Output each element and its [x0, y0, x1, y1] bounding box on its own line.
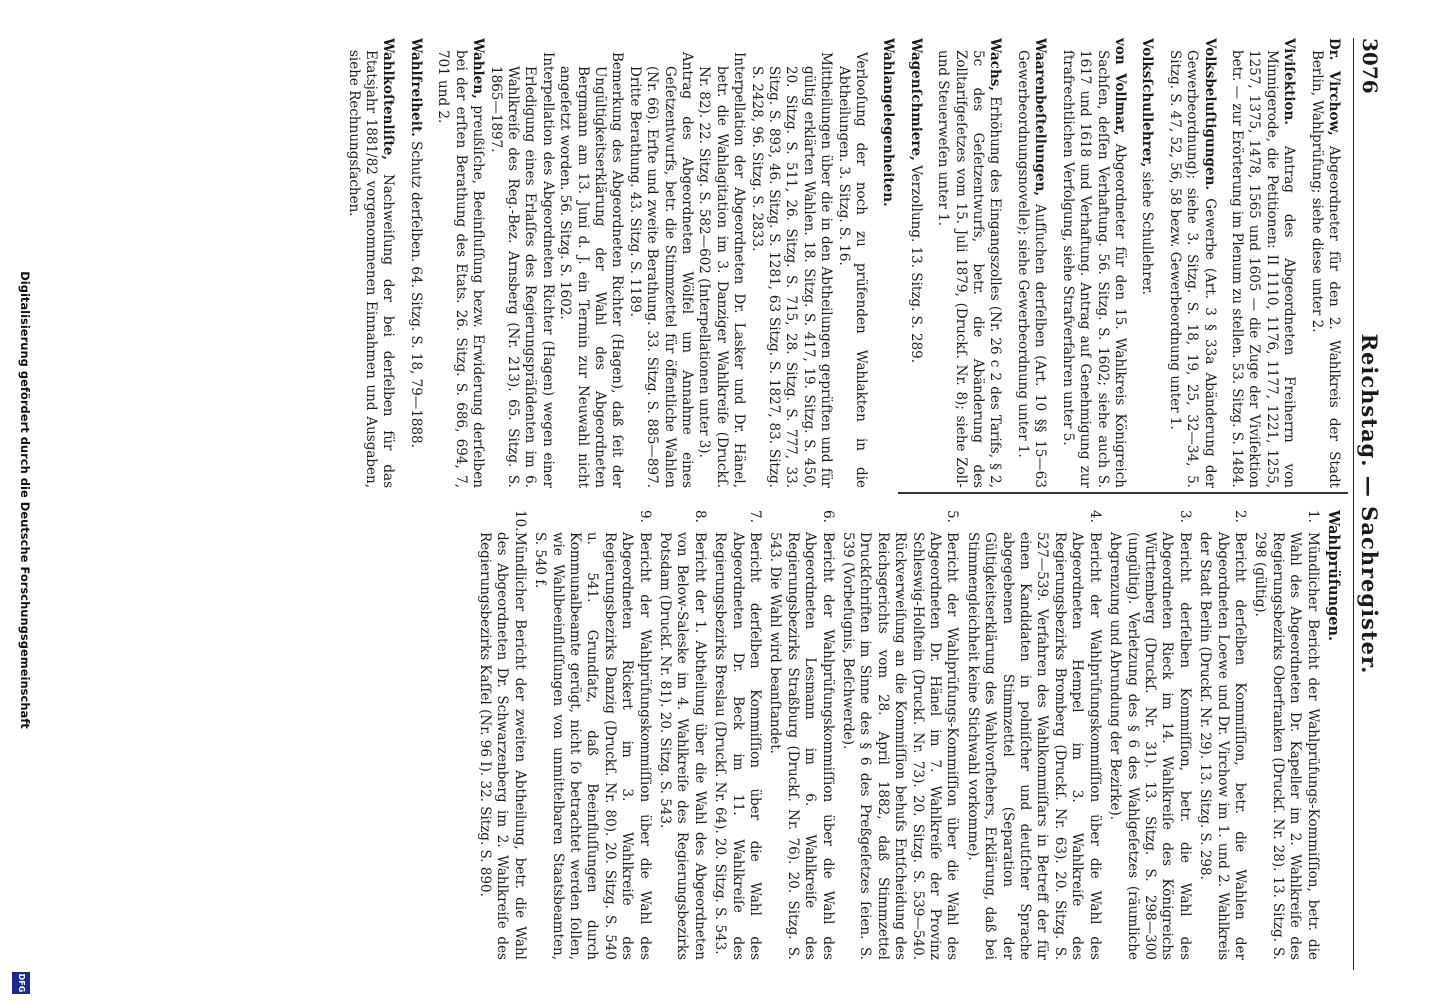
entry-keyword: Volksſchullehrer, — [1139, 38, 1156, 168]
sub-entry: Antrag des Abgeordneten Wölfel um Annahme eines Geſetzentwurfs, betr. die Stimmzettel für öffentliche Wahlen (Nr. 66). Erſte und zweite Berathung. 33. Sitzg. S. 885—897. Dritte Berathung. 43. Sitzg. S. 1189. — [626, 52, 695, 488]
item-number: 9. — [636, 510, 653, 523]
wahlpruefung-item — [839, 510, 961, 960]
sub-entry: Interpellation der Abgeordneten Dr. Lasker und Dr. Hänel, betr. die Wahlagitation im 3. Danziger Wahlkreiſe (Druckſ. Nr. 82). 22. Sitzg. S. 582—602 (Interpellationen unter 3). — [696, 52, 748, 488]
entry-text: Gewerbe (Art. 3 § 33a Abänderung der Gewerbeordnung); siehe 3. Sitzg. S. 18, 19, 25, 32—34, 5. Sitzg. S. 47, 52, 56, 58 bezw. Gewerbeordnung unter 1. — [1166, 50, 1218, 488]
entry-keyword: Dr. Virchow, — [1326, 38, 1342, 136]
register-entry — [434, 38, 486, 488]
item-number: 10. — [511, 510, 528, 532]
register-entry — [344, 38, 396, 488]
running-title: Reichstag. — Sachregister. — [1357, 333, 1382, 675]
register-entry — [906, 38, 923, 488]
register-entry — [1165, 38, 1217, 488]
entry-text: preußiſche, Beeinfluſſung bezw. Erwiderung derſelben bei der erſten Berathung des Etats. 26. Sitzg. S. 686, 694, 7, 701 und 2. — [435, 50, 487, 488]
sub-entry: Bemerkung des Abgeordneten Richter (Hagen), daß ſeit der Ungültigkeitserklärung der Wahl des Abgeordneten Bergmann am 13. Juni d. J. ein Termin zur Neuwahl nicht angeſetzt worden. 56. Sitzg. S. 1602. — [557, 52, 626, 488]
right-column — [473, 510, 1343, 960]
entry-keyword: Waarenbeſtellungen, — [1032, 38, 1049, 197]
entry-text: Nachweiſung der bei derſelben für das Etatsjahr 1881/82 vorgenommenen Einnahmen und Ausgaben, siehe Rechnungsſachen. — [345, 50, 397, 488]
wahlpruefung-item — [711, 510, 763, 960]
sub-entry: Mittheilungen über die in den Abtheilungen geprüften und für gültig erklärten Wahlen. 18. Sitzg. S. 417, 19. Sitzg. S. 450, 20. Sitzg. S. 511, 26. Sitzg. S. 715, 28. Sitzg. S. 777, 33. Sitzg. S. 893, 46. Sitzg. S. 1281, 63 Sitzg. S. 1827, 83. Sitzg. S. 2428, 96. Sitzg. S. 2833. — [748, 52, 835, 488]
left-column — [334, 38, 1342, 488]
digitization-note: Digitalisierung gefördert durch die Deutsche Forschungsgemeinschaft — [18, 271, 32, 729]
entry-keyword: Wahlen, — [470, 38, 487, 99]
wahlpruefung-item — [766, 510, 836, 960]
entry-keyword: Wachs, — [987, 38, 1004, 92]
item-text: Bericht der Wahlprüfungskommiſſion über die Wahl des Abgeordneten Hempel im 3. Wahlkreiſe des Regierungsbezirks Bromberg (Druckſ. Nr. 63). 20. Sitzg. S. 527—539. Verfahren des Wahlkommiſſars in Betreff der für einen Kandidaten in polniſcher und deutſcher Sprache abgegebenen Stimmzettel (Separation der Gültigkeitserklärung des Wahlvorſtehers, Erklärung, daß bei Stimmengleichheit keine Stichwahl vorkomme). — [964, 532, 1103, 960]
wahlpruefung-item — [476, 510, 528, 960]
item-number: 1. — [1304, 510, 1321, 523]
wahlpruefung-item — [656, 510, 708, 960]
entry-text: siehe Schullehrer. — [1139, 171, 1156, 295]
sub-entry: Verlooſung der noch zu prüfenden Wahlakten in die Abtheilungen. 3. Sitzg. S. 16. — [835, 52, 870, 488]
item-number: 5. — [944, 510, 961, 523]
sub-entry: Interpellation des Abgeordneten Richter (Hagen) wegen einer Erledigung eines Erlaſſes des Regierungspräſidenten im 6. Wahlkreiſe des Reg.-Bez. Arnsberg (Nr. 213). 65. Sitzg. S. 1865—1897. — [487, 52, 556, 488]
register-entry — [1307, 38, 1342, 488]
item-text: Bericht der Wahlprüfungskommiſſion über die Wahl des Abgeordneten Lesmann im 6. Wahlkreiſe des Regierungsbezirks Straßburg (Druckſ. Nr. 76). 20. Sitzg. S. 543. Die Wahl wird beanſtandet. — [767, 532, 836, 960]
register-entry — [1138, 38, 1155, 488]
entry-keyword: Wagenſchmiere, — [907, 38, 924, 161]
entry-text: Abgeordneter für den 2. Wahlkreis der Stadt Berlin, Wahlprüfung; siehe diese unter 2. — [1308, 50, 1342, 489]
item-text: Bericht der Wahlprüfungskommiſſion über die Wahl des Abgeordneten Rickert im 3. Wahlkreiſe des Regierungsbezirks Danzig (Druckſ. Nr. 80). 20. Sitzg. S. 540 u. 541. Grundſatz, daß Beeinfluſſungen durch Kommunalbeamte gerügt, nicht ſo betrachtet werden ſollen, wie Wahlbeeinfluſſungen von unmittelbaren Staatsbeamten, S. 540 f. — [532, 532, 653, 960]
item-number: 6. — [819, 510, 836, 523]
item-text: Mündlicher Bericht der zweiten Abtheilung, betr. die Wahl des Abgeordneten Dr. Schwarzenberg im 2. Wahlkreiſe des Regierungsbezirks Kaſſel (Nr. 96 I). 32. Sitzg. S. 890. — [476, 532, 528, 960]
register-entry — [1058, 38, 1128, 488]
item-number: 3. — [1176, 510, 1193, 523]
item-number: 2. — [1231, 510, 1248, 523]
item-text: Bericht der Wahlprüfungs-Kommiſſion über die Wahl des Abgeordneten Dr. Hänel im 7. Wahlkreiſe der Provinz Schleswig-Holſtein (Druckſ. Nr. 73). 20. Sitzg. S. 539—540. Rückverweiſung an die Kommiſſion behufs Entſcheidung des Reichsgerichts vom 28. April 1882, daß Stimmzettel Druckſchriften im Sinne des § 6 des Preßgeſetzes ſeien. S. 539 (Vorbefugnis, Beſchwerde). — [840, 532, 961, 960]
item-text: Mündlicher Bericht der Wahlprüfungs-Kommiſſion, betr. die Wahl des Abgeordneten Dr. Kapeller im 2. Wahlkreiſe des Regierungsbezirks Oberfranken (Druckſ. Nr. 28). 13. Sitzg. S. 298 (gültig). — [1252, 532, 1321, 960]
register-entry — [934, 38, 1004, 488]
wahlpruefung-item — [531, 510, 653, 960]
wahlpruefung-item — [1196, 510, 1248, 960]
section-title: Wahlprüfungen. — [1325, 510, 1342, 642]
entry-text: Schutz derſelben. 64. Sitzg. S. 18, 79—1888. — [407, 141, 424, 448]
register-entry — [1014, 38, 1049, 488]
entry-text: Antrag des Abgeordneten Freiherrn von Minnigerode, die Petitionen: II 1110, 1176, 1177, 1221, 1255, 1257, 1375, 1478, 1565 und 1605 — die Zuge der Viviſektion betr. — zur Erörterung im Plenum zu stellen. 53. Sitzg. S. 1484. — [1228, 50, 1298, 489]
register-entry — [1228, 38, 1298, 488]
item-number: 7. — [747, 510, 763, 523]
item-number: 4. — [1086, 510, 1103, 523]
entry-keyword: Wahlfreiheit. — [407, 38, 424, 137]
register-entry — [879, 38, 896, 488]
entry-text: Erhöhung des Eingangszolles (Nr. 26 c 2 des Tarifs, § 2, 5c des Geſetzentwurfs, betr. die Abänderung des Zolltarifgeſetzes vom 15. Juli 1879, (Druckſ. Nr. 8); siehe Zoll- und Steuerweſen unter 1. — [935, 50, 1004, 488]
column-divider — [898, 492, 1348, 494]
entry-keyword: Volksbeluſtigungen. — [1201, 38, 1218, 191]
item-text: Bericht derſelben Kommiſſion über die Wahl des Abgeordneten Dr. Beck im 11. Wahlkreiſe des Regierungsbezirks Breslau (Druckſ. Nr. 64). 20. Sitzg. S. 543. — [712, 532, 763, 960]
entry-text: Aufſuchen derſelben (Art. 10 §§ 15—63 Gewerbeordnungsnovelle); siehe Gewerbeordnung unter 1. — [1014, 50, 1049, 488]
entry-keyword: Wahlkoſtenliſte, — [380, 38, 397, 161]
entry-text: Abgeordneter für den 15. Wahlkreis Königreich Sachſen, deſſen Verhaftung. 56. Sitzg. S. 1602; siehe auch S. 1617 und 1618 und Verhaftung. Antrag auf Genehmigung zur ſtrafrechtlichen Verfolgung, siehe Strafverfahren unter 5. — [1059, 50, 1128, 488]
item-text: Bericht der 1. Abtheilung über die Wahl des Abgeordneten von Below-Saleske im 4. Wahlkreiſe des Regierungsbezirks Potsdam (Druckſ. Nr. 81). 20. Sitzg. S. 543. — [656, 532, 708, 960]
item-text: Bericht derſelben Kommiſſion, betr. die Wahlen der Abgeordneten Loewe und Dr. Virchow im 1. und 2. Wahlkreis der Stadt Berlin (Druckſ. Nr. 29). 13. Sitzg. S. 298. — [1197, 532, 1248, 960]
item-text: Bericht derſelben Kommiſſion, betr. die Wahl des Abgeordneten Rieck im 14. Wahlkreiſe des Königreichs Württemberg (Druckſ. Nr. 31). 13. Sitzg. S. 298—300 (ungültig). Verletzung des § 6 des Wahlgeſetzes (räumliche Abgrenzung und Abrundung der Bezirke). — [1107, 532, 1193, 960]
dfg-logo: DFG — [12, 972, 30, 994]
entry-keyword: von Vollmar, — [1111, 38, 1128, 136]
item-number: 8. — [691, 510, 708, 523]
register-entry — [407, 38, 424, 488]
wahlpruefung-item — [1251, 510, 1321, 960]
entry-keyword: Wahlangelegenheiten. — [880, 38, 897, 207]
wahlpruefung-item — [1106, 510, 1193, 960]
entry-text: Verzollung. 13. Sitzg. S. 289. — [907, 165, 924, 364]
page-number: 3076 — [1358, 38, 1382, 94]
wahlpruefung-item — [963, 510, 1102, 960]
entry-keyword: Viviſektion. — [1281, 38, 1298, 125]
page-header — [1353, 38, 1384, 970]
wahlpruefungen-list — [476, 510, 1321, 960]
